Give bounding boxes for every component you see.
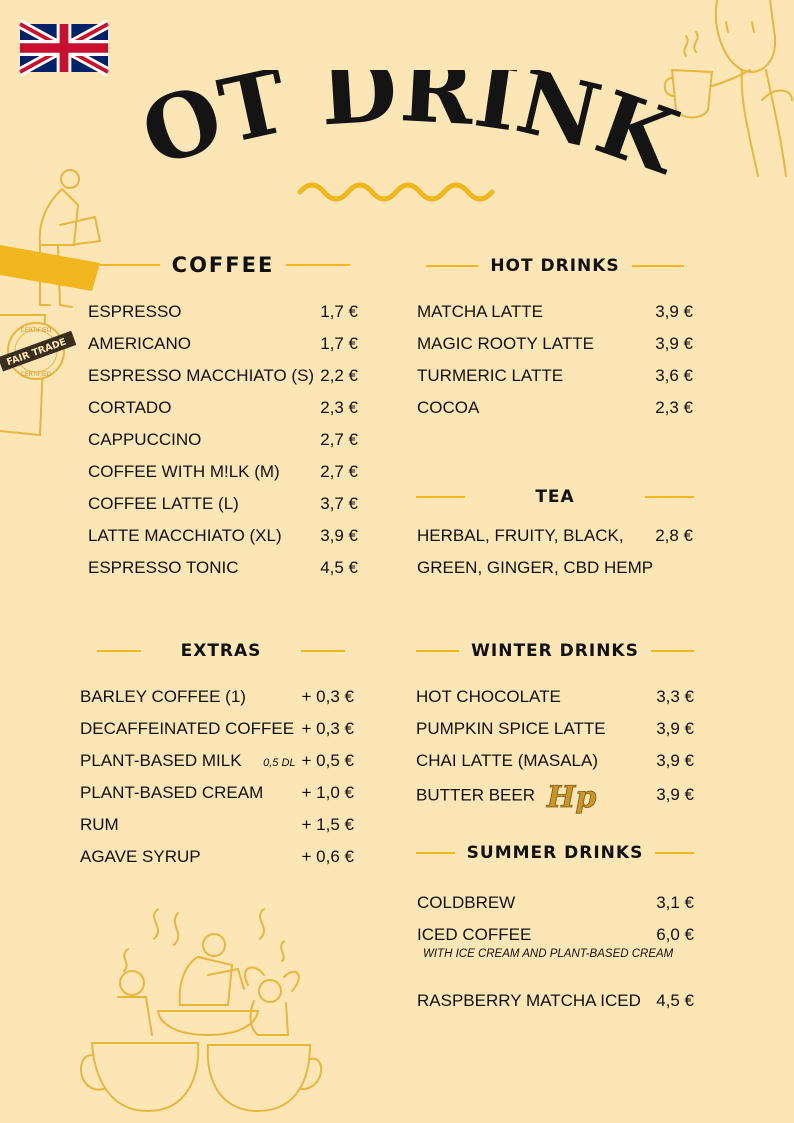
item-price: 1,7 € xyxy=(320,302,358,321)
item-price: 2,7 € xyxy=(320,462,358,481)
item-price: 3,3 € xyxy=(656,687,694,706)
coffee-heading-label: COFFEE xyxy=(171,253,275,277)
hot-drinks-heading xyxy=(416,255,694,277)
divider xyxy=(416,496,465,498)
item-name: COCOA xyxy=(417,398,480,417)
summer-drinks-heading-label: SUMMER DRINKS xyxy=(466,843,644,863)
menu-item xyxy=(417,328,693,360)
divider xyxy=(645,496,694,498)
extras-heading-label: EXTRAS xyxy=(180,641,262,661)
item-name: HERBAL, FRUITY, BLACK, xyxy=(417,526,624,545)
svg-text:CERTIFIED: CERTIFIED xyxy=(20,371,52,378)
svg-text:FAIR TRADE: FAIR TRADE xyxy=(5,336,68,369)
menu-item xyxy=(417,360,693,392)
item-name: DECAFFEINATED COFFEE xyxy=(80,719,295,738)
menu-item xyxy=(80,777,354,809)
divider xyxy=(90,264,160,266)
item-price: 2,2 € xyxy=(320,366,358,385)
extras-list xyxy=(80,681,354,873)
item-name: COFFEE LATTE (L) xyxy=(88,494,239,513)
tea-list xyxy=(417,520,693,584)
page-title xyxy=(110,70,690,190)
item-price: 3,9 € xyxy=(656,719,694,738)
item-price: 4,5 € xyxy=(656,991,694,1010)
menu-item xyxy=(417,985,694,1017)
item-price: 3,9 € xyxy=(320,526,358,545)
item-name: PLANT-BASED MILK xyxy=(80,751,242,770)
coffee-list xyxy=(88,296,358,584)
coffee-heading xyxy=(80,252,360,278)
menu-item xyxy=(80,681,354,713)
extras-heading xyxy=(82,640,360,662)
menu-item xyxy=(88,488,358,520)
item-price: 1,7 € xyxy=(320,334,358,353)
item-name: RASPBERRY MATCHA ICED xyxy=(417,991,641,1010)
item-price: + 0,5 € xyxy=(301,751,354,770)
item-name: CORTADO xyxy=(88,398,172,417)
item-price: 4,5 € xyxy=(320,558,358,577)
hot-drinks-list xyxy=(417,296,693,424)
winter-drinks-list xyxy=(416,681,694,815)
menu-item xyxy=(80,745,354,777)
coffee-cups-illustration xyxy=(88,905,310,1115)
item-price: 3,9 € xyxy=(656,785,694,805)
item-name: BUTTER BEER xyxy=(416,785,536,805)
item-price: + 0,3 € xyxy=(301,687,354,706)
fair-trade-badge-icon xyxy=(0,318,76,384)
tea-heading xyxy=(416,486,694,508)
menu-item xyxy=(88,552,358,584)
menu-item xyxy=(417,296,693,328)
item-price: + 1,0 € xyxy=(301,783,354,802)
item-name: HOT CHOCOLATE xyxy=(416,687,561,706)
item-price: 3,6 € xyxy=(655,366,693,385)
item-name: AGAVE SYRUP xyxy=(80,847,201,866)
item-name: COLDBREW xyxy=(417,893,516,912)
item-price: 6,0 € xyxy=(656,925,694,944)
svg-text:CERTIFIED: CERTIFIED xyxy=(20,327,52,334)
item-price: 3,7 € xyxy=(320,494,358,513)
summer-drinks-list xyxy=(417,887,694,1017)
menu-item xyxy=(80,841,354,873)
menu-item xyxy=(417,887,694,919)
divider xyxy=(286,264,350,266)
item-name: TURMERIC LATTE xyxy=(417,366,564,385)
wave-divider-icon xyxy=(296,178,496,204)
menu-item xyxy=(416,745,694,777)
item-price: 3,1 € xyxy=(656,893,694,912)
divider xyxy=(655,852,694,854)
item-name: COFFEE WITH M!LK (M) xyxy=(88,462,280,481)
item-name: BARLEY COFFEE (1) xyxy=(80,687,246,706)
menu-item xyxy=(88,456,358,488)
item-name: ESPRESSO xyxy=(88,302,182,321)
menu-item xyxy=(88,392,358,424)
item-name: LATTE MACCHIATO (XL) xyxy=(88,526,282,545)
menu-item xyxy=(416,777,694,815)
winter-drinks-heading-label: WINTER DRINKS xyxy=(471,641,639,661)
menu-item xyxy=(416,713,694,745)
item-name: ICED COFFEE xyxy=(417,925,532,944)
item-price: 3,9 € xyxy=(656,751,694,770)
menu-item xyxy=(417,520,693,552)
svg-text:Hp: Hp xyxy=(547,780,597,815)
menu-item xyxy=(88,520,358,552)
divider xyxy=(97,650,141,652)
svg-text:HOT DRINKS: OT DRINK xyxy=(129,70,690,190)
divider xyxy=(416,650,459,652)
item-price: 3,9 € xyxy=(655,334,693,353)
tea-heading-label: TEA xyxy=(535,487,575,507)
item-name: MAGIC ROOTY LATTE xyxy=(417,334,594,353)
item-name: ESPRESSO TONIC xyxy=(88,558,239,577)
menu-item xyxy=(417,392,693,424)
menu-item xyxy=(88,296,358,328)
menu-item xyxy=(80,713,354,745)
divider xyxy=(632,265,684,267)
item-note: 0,5 DL xyxy=(263,757,296,769)
item-price: 2,7 € xyxy=(320,430,358,449)
item-name: CAPPUCCINO xyxy=(88,430,202,449)
item-name: ESPRESSO MACCHIATO (S) xyxy=(88,366,315,385)
divider xyxy=(301,650,345,652)
item-name: PLANT-BASED CREAM xyxy=(80,783,264,802)
divider xyxy=(416,852,455,854)
menu-item xyxy=(88,360,358,392)
divider xyxy=(651,650,694,652)
menu-item xyxy=(80,809,354,841)
item-price: + 0,6 € xyxy=(301,847,354,866)
summer-drinks-heading xyxy=(416,842,694,864)
item-price: + 1,5 € xyxy=(301,815,354,834)
harry-potter-logo-icon xyxy=(545,777,597,815)
item-name: AMERICANO xyxy=(88,334,191,353)
item-name: CHAI LATTE (MASALA) xyxy=(416,751,598,770)
divider xyxy=(426,265,478,267)
menu-item xyxy=(88,328,358,360)
item-name: RUM xyxy=(80,815,119,834)
item-price: 2,3 € xyxy=(655,398,693,417)
uk-flag-icon xyxy=(20,24,108,72)
item-name: MATCHA LATTE xyxy=(417,302,543,321)
menu-item xyxy=(88,424,358,456)
menu-item-continued xyxy=(417,552,693,584)
item-note: WITH ICE CREAM AND PLANT-BASED CREAM xyxy=(423,948,674,960)
item-price: 2,8 € xyxy=(655,526,693,545)
item-price: + 0,3 € xyxy=(301,719,354,738)
menu-item xyxy=(416,681,694,713)
hot-drinks-heading-label: HOT DRINKS xyxy=(490,256,620,276)
item-price: 3,9 € xyxy=(655,302,693,321)
item-name: PUMPKIN SPICE LATTE xyxy=(416,719,606,738)
item-name: GREEN, GINGER, CBD HEMP xyxy=(417,558,654,577)
winter-drinks-heading xyxy=(416,640,694,662)
item-price: 2,3 € xyxy=(320,398,358,417)
